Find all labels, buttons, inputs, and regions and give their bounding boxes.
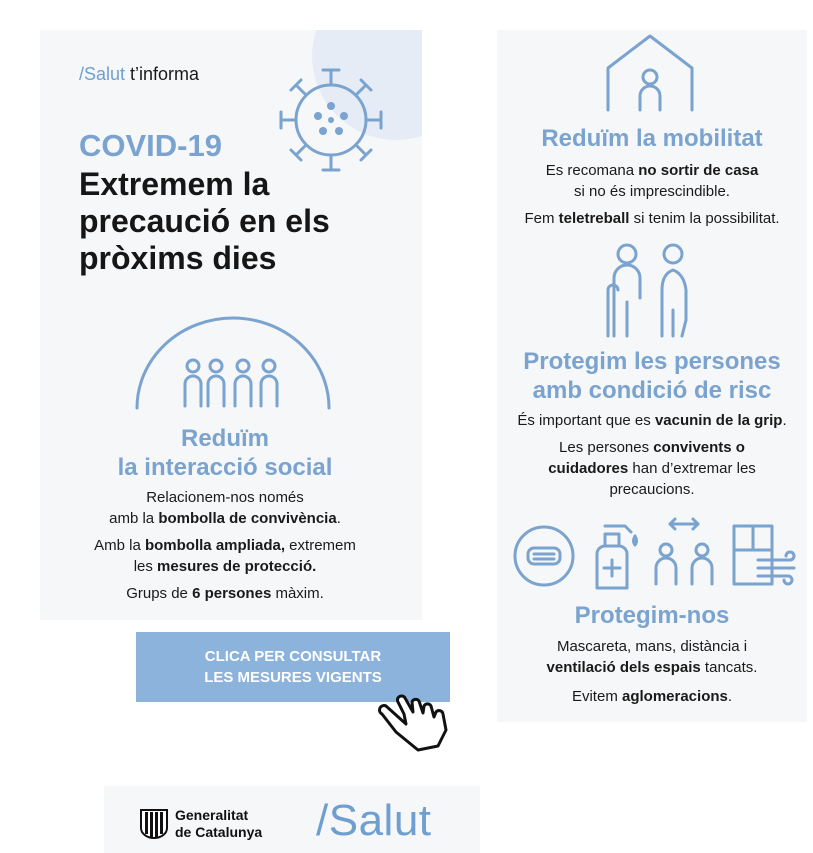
mask-icon [512,524,576,588]
rainbow-people-icon [133,308,333,408]
mobility-text: Es recomana no sortir de casa si no és imprescindible. Fem teletreball si tenim la possibilitat. [524,162,780,227]
brand-salut: /Salut [79,64,126,84]
salut-logo: /Salut [316,796,432,845]
social-title-line1: Reduïm [180,425,269,452]
sanitizer-icon [585,520,641,590]
mobility-title: Reduïm la mobilitat [541,125,763,152]
elderly-couple-icon [600,240,700,340]
brand-rest: t’informa [125,64,200,84]
page-title: Extremem la precaució en els pròxims dies [79,166,330,276]
distance-icon [648,516,720,588]
generalitat-wordmark: Generalitat de Catalunya [175,807,263,840]
social-title-line2: la interacció social [117,454,333,481]
cta-line2: LES MESURES VIGENTS [204,669,382,686]
protect-title: Protegim-nos [574,602,730,629]
risk-title: Protegim les persones amb condició de risc [523,348,781,404]
ventilation-icon [728,520,800,592]
house-person-icon [600,30,700,114]
social-p2b: les mesures de protecció. [133,558,317,575]
covid-tag: COVID-19 [79,128,222,163]
risk-text: És important que es vacunin de la grip. Les persones convivents o cuidadores han d’extremar les precaucions. [517,412,787,498]
generalitat-logo-icon [139,806,169,840]
social-p1b: amb la bombolla de convivència. [109,510,341,527]
social-p3: Grups de 6 persones màxim. [126,585,324,602]
social-p2a: Amb la bombolla ampliada, extremem [94,537,356,554]
cta-line1: CLICA PER CONSULTAR [204,648,382,665]
protect-text: Mascareta, mans, distància i ventilació dels espais tancats. Evitem aglomeracions. [546,638,758,705]
virus-icon [271,60,391,180]
social-p1a: Relacionem-nos només [146,489,304,506]
pointing-hand-icon [376,684,456,754]
social-title [80,424,370,482]
social-text [60,487,390,604]
brand-line [79,64,199,85]
